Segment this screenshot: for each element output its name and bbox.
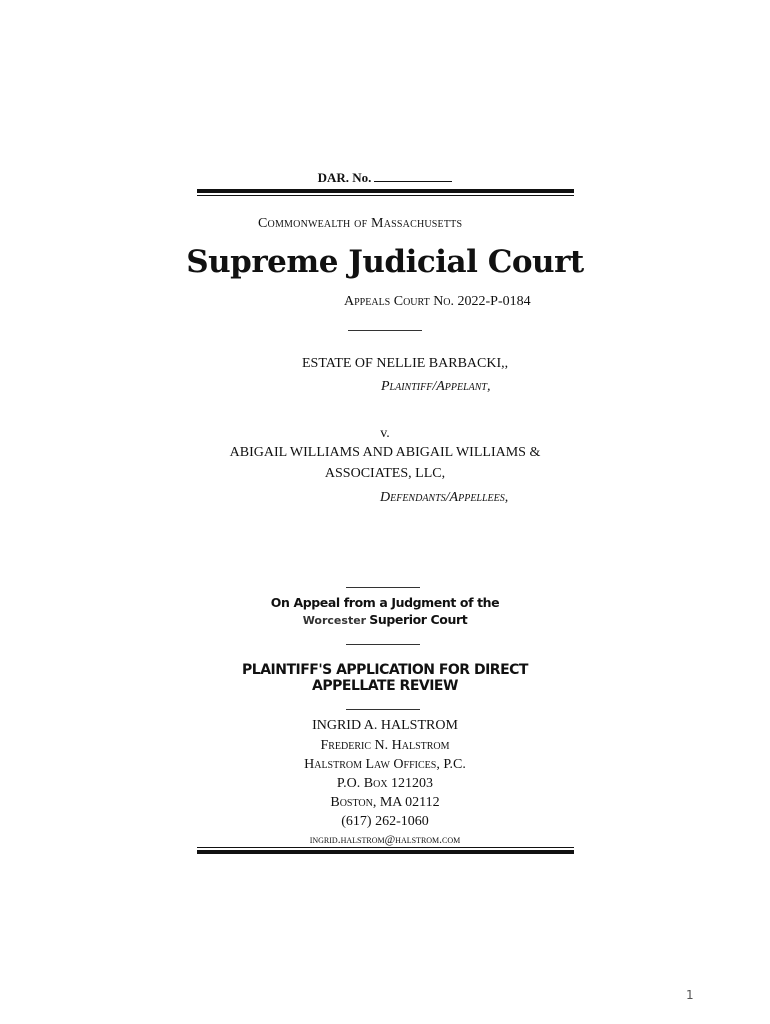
divider <box>346 644 420 645</box>
bottom-thin-rule <box>197 847 574 848</box>
appeal-line-1: On Appeal from a Judgment of the <box>270 595 500 610</box>
email-address: ingrid.halstrom@halstrom.com <box>309 834 461 846</box>
defendants-line-1: ABIGAIL WILLIAMS AND ABIGAIL WILLIAMS & <box>229 445 541 460</box>
plaintiff-name: ESTATE OF NELLIE BARBACKI,, <box>302 356 509 371</box>
po-box: P.O. Box 121203 <box>336 776 434 791</box>
law-firm: Halstrom Law Offices, P.C. <box>304 757 466 772</box>
divider <box>348 330 422 331</box>
jurisdiction: Commonwealth of Massachusetts <box>258 216 463 231</box>
attorney-1: INGRID A. HALSTROM <box>312 718 458 733</box>
appeal-line-2 <box>0 612 770 628</box>
appeals-court-number: Appeals Court No. 2022-P-0184 <box>344 294 531 309</box>
city-state-zip: Boston, MA 02112 <box>330 795 440 810</box>
attorney-2: Frederic N. Halstrom <box>320 738 450 753</box>
top-thin-rule <box>197 195 574 196</box>
dar-number-blank <box>374 170 452 182</box>
page-number: 1 <box>686 988 694 1002</box>
phone-number: (617) 262-1060 <box>341 814 429 829</box>
plaintiff-role: Plaintiff/Appelant, <box>381 379 491 394</box>
appeal-county: Worcester <box>302 614 367 627</box>
document-title-line-2: APPELLATE REVIEW <box>312 678 458 694</box>
appeal-court: Superior Court <box>369 612 468 627</box>
defendants-line-2: ASSOCIATES, LLC, <box>324 466 446 481</box>
divider <box>346 587 420 588</box>
defendants-role: Defendants/Appellees, <box>380 490 509 505</box>
document-title-line-1: PLAINTIFF'S APPLICATION FOR DIRECT <box>242 662 528 678</box>
versus: v. <box>380 426 390 441</box>
dar-label: DAR. No. <box>317 170 372 185</box>
bottom-thick-rule <box>197 850 574 854</box>
court-name: Supreme Judicial Court <box>186 244 584 280</box>
dar-number-line <box>0 170 770 186</box>
top-thick-rule <box>197 189 574 193</box>
divider <box>346 709 420 710</box>
